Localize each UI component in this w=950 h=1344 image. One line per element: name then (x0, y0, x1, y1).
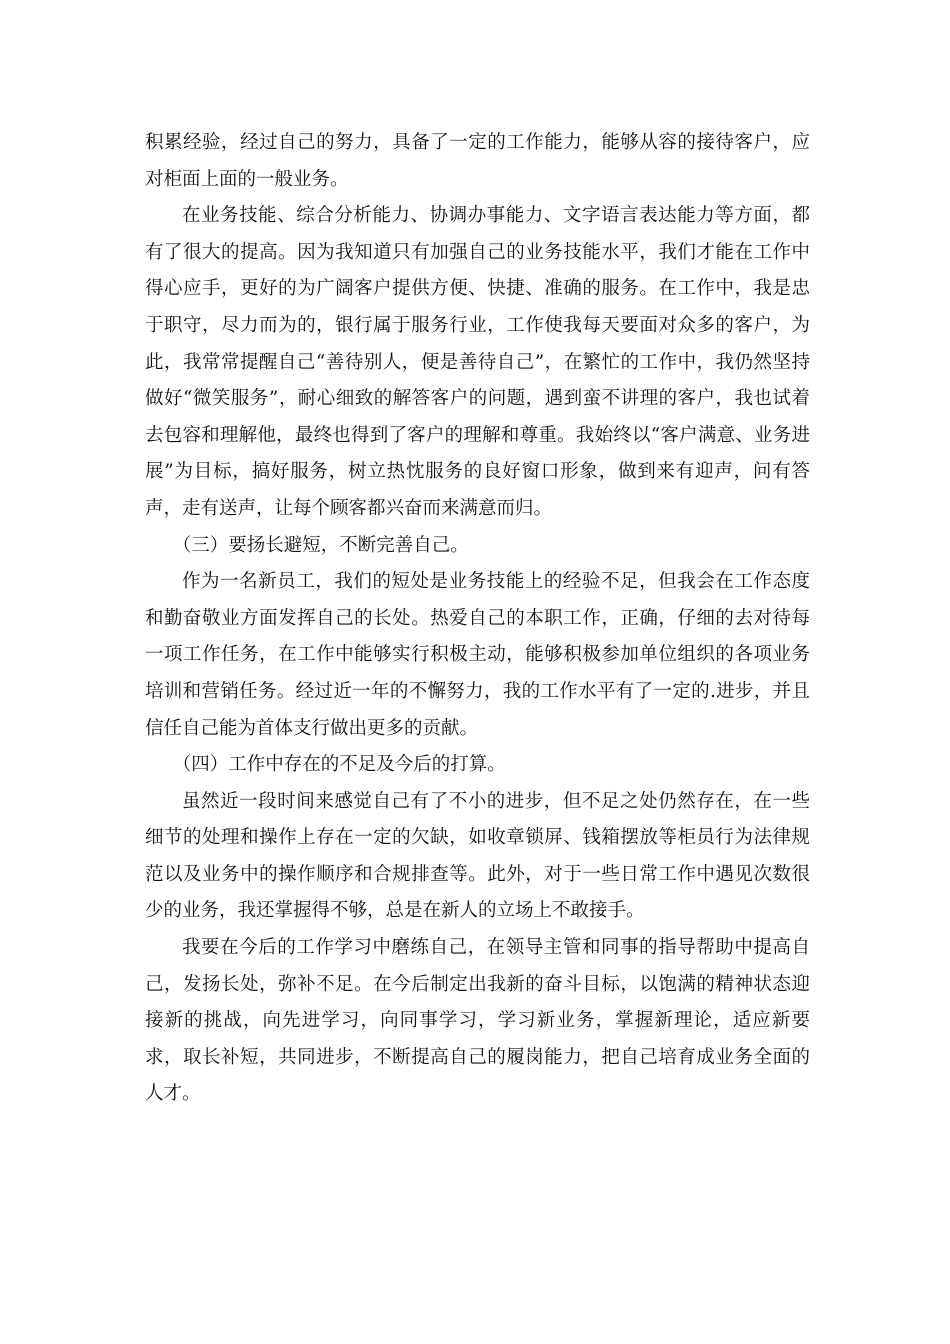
paragraph-skills: 在业务技能、综合分析能力、协调办事能力、文字语言表达能力等方面，都有了很大的提高。因为我知道只有加强自己的业务技能水平，我们才能在工作中得心应手，更好的为广阔客户提供方便、快捷、准确的服务。在工作中，我是忠于职守，尽力而为的，银行属于服务行业，工作使我每天要面对众多的客户，为此，我常常提醒自己“善待别人，便是善待自己”，在繁忙的工作中，我仍然坚持做好“微笑服务”，耐心细致的解答客户的问题，遇到蛮不讲理的客户，我也试着去包容和理解他，最终也得到了客户的理解和尊重。我始终以“客户满意、业务进展”为目标，搞好服务，树立热忱服务的良好窗口形象，做到来有迎声，问有答声，走有送声，让每个顾客都兴奋而来满意而归。 (145, 205, 810, 519)
paragraph-continuation: 积累经验，经过自己的努力，具备了一定的工作能力，能够从容的接待客户，应对柜面上面的一般业务。 (145, 132, 810, 190)
paragraph-new-employee: 作为一名新员工，我们的短处是业务技能上的经验不足，但我会在工作态度和勤奋敬业方面发挥自己的长处。热爱自己的本职工作，正确，仔细的去对待每一项工作任务，在工作中能够实行积极主动，能够积极参加单位组织的各项业务培训和营销任务。经过近一年的不懈努力，我的工作水平有了一定的.进步，并且信任自己能为首体支行做出更多的贡献。 (145, 571, 810, 739)
paragraph-shortcomings: 虽然近一段时间来感觉自己有了不小的进步，但不足之处仍然存在，在一些细节的处理和操作上存在一定的欠缺，如收章锁屏、钱箱摆放等柜员行为法律规范以及业务中的操作顺序和合规排查等。此外，对于一些日常工作中遇见次数很少的业务，我还掌握得不够，总是在新人的立场上不敢接手。 (145, 790, 810, 922)
paragraph-future-plans: 我要在今后的工作学习中磨练自己，在领导主管和同事的指导帮助中提高自己，发扬长处，弥补不足。在今后制定出我新的奋斗目标，以饱满的精神状态迎接新的挑战，向先进学习，向同事学习，学习新业务，掌握新理论，适应新要求，取长补短，共同进步，不断提高自己的履岗能力，把自己培育成业务全面的人才。 (145, 937, 810, 1105)
section-heading-four: （四）工作中存在的不足及今后的打算。 (172, 754, 506, 776)
document-body (145, 125, 810, 1113)
section-heading-three: （三）要扬长避短，不断完善自己。 (172, 534, 469, 556)
